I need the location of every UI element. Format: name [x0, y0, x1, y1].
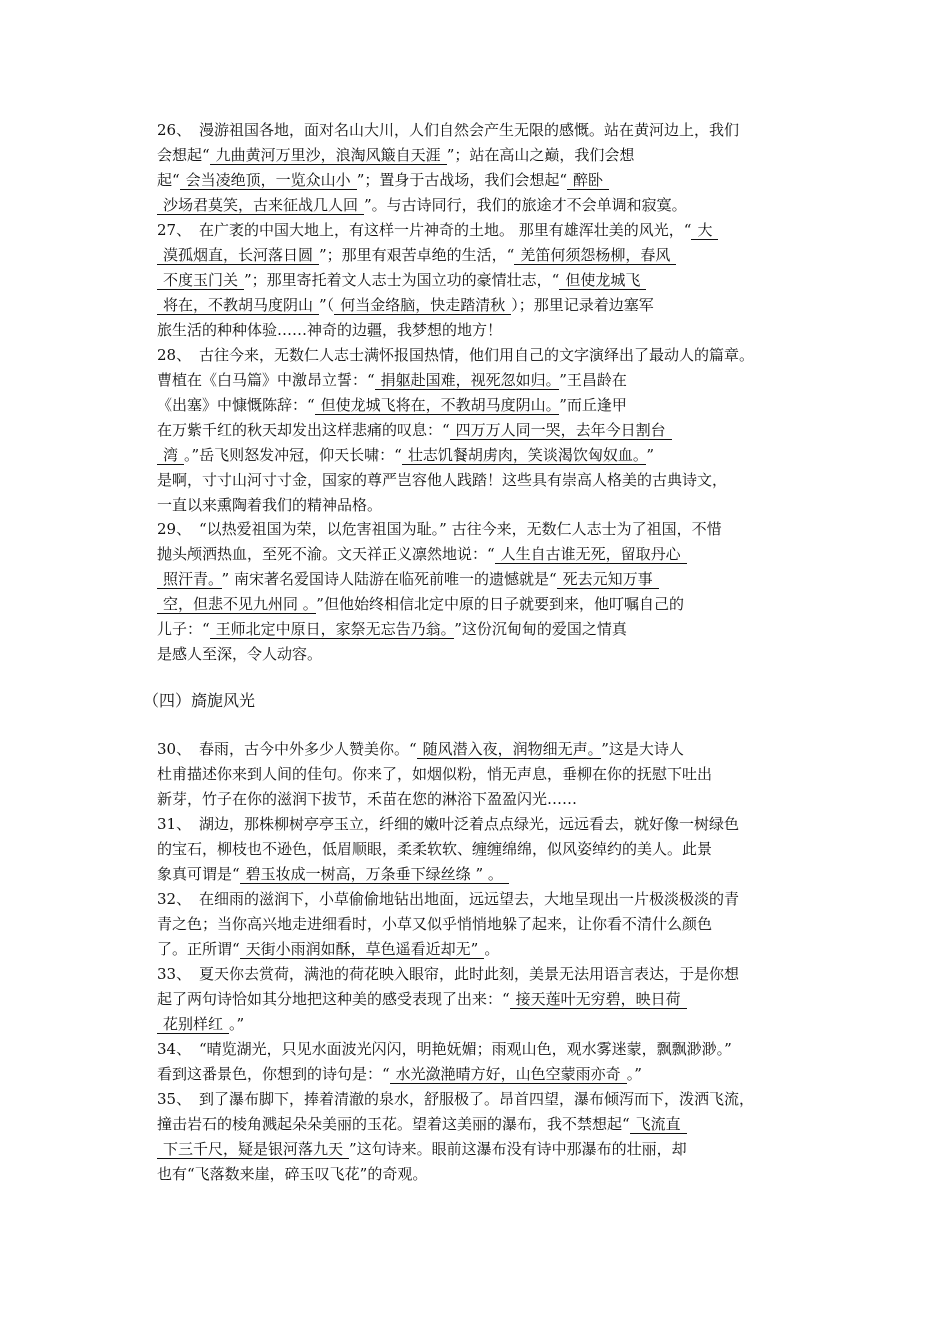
question-item: [157, 887, 812, 962]
answer-blank: 醉卧: [567, 171, 609, 190]
prompt-text: 起了两句诗恰如其分地把这种美的感受表现了出来：“: [157, 990, 510, 1008]
text-line: [157, 1012, 812, 1037]
text-line: [157, 443, 812, 468]
prompt-text: ”；站在高山之巅，我们会想: [446, 146, 635, 164]
text-line: [157, 937, 812, 962]
prompt-text: 的宝石，柳枝也不逊色，低眉顺眼，柔柔软软、缠缠绵绵，似风姿绰约的美人。此景: [157, 840, 713, 858]
prompt-text: 起“: [157, 171, 180, 189]
prompt-text: ）；那里记录着边塞军: [511, 296, 654, 314]
answer-blank: 花别样红: [157, 1015, 229, 1034]
prompt-text: 了。正所谓“: [157, 940, 240, 958]
question-item: [157, 737, 812, 812]
question-item: [157, 343, 812, 518]
prompt-text: 撞击岩石的棱角溅起朵朵美丽的玉花。望着这美丽的瀑布，我不禁想起“: [157, 1115, 630, 1133]
text-line: [157, 617, 812, 642]
prompt-text: 夏天你去赏荷，满池的荷花映入眼帘，此时此刻，美景无法用语言表达，于是你想: [199, 965, 740, 983]
answer-blank: 羌笛何须怨杨柳，春风: [514, 246, 676, 265]
prompt-text: ”（: [319, 296, 335, 314]
answer-blank: 九曲黄河万里沙，浪淘风簸自天涯: [210, 146, 447, 165]
prompt-text: 也有“飞落数来崖，碎玉叹飞花”的奇观。: [157, 1165, 428, 1183]
prompt-text: 。: [484, 940, 500, 958]
question-item: [157, 118, 812, 218]
question-item: [157, 1087, 812, 1187]
question-number: 28、: [157, 346, 192, 364]
answer-blank: 照汗青。: [157, 570, 222, 589]
text-line: [157, 418, 812, 443]
answer-blank: 接天莲叶无穷碧，映日荷: [510, 990, 687, 1009]
prompt-text: 会想起“: [157, 146, 210, 164]
text-line: [157, 1062, 812, 1087]
text-line: [157, 567, 812, 592]
prompt-text: 湖边，那株柳树亭亭玉立，纤细的嫩叶泛着点点绿光，远远看去，就好像一树绿色: [199, 815, 740, 833]
answer-blank: 飞流直: [630, 1115, 687, 1134]
text-line: [157, 642, 812, 667]
prompt-text: ”；那里寄托着文人志士为国立功的豪情壮志，“: [244, 271, 560, 289]
prompt-text: 到了瀑布脚下，捧着清澈的泉水，舒服极了。昂首四望，瀑布倾泻而下，泼洒飞流，: [199, 1090, 755, 1108]
text-line: [199, 962, 812, 987]
text-line: [157, 243, 812, 268]
prompt-text: ”。与古诗同行，我们的旅途才不会单调和寂寞。: [364, 196, 687, 214]
answer-blank: 人生自古谁无死，留取丹心: [495, 545, 687, 564]
question-item: [157, 962, 812, 1037]
prompt-text: 春雨，古今中外多少人赞美你。“: [199, 740, 417, 758]
text-line: [199, 812, 812, 837]
prompt-text: ”；置身于古战场，我们会想起“: [356, 171, 568, 189]
answer-blank: 壮志饥餐胡虏肉，笑谈渴饮匈奴血。: [402, 446, 647, 465]
text-line: [157, 193, 812, 218]
prompt-text: 是感人至深，令人动容。: [157, 645, 323, 663]
answer-blank: 但使龙城飞: [559, 271, 646, 290]
prompt-text: ”这句诗来。眼前这瀑布没有诗中那瀑布的壮丽，却: [349, 1140, 687, 1158]
prompt-text: 在万紫千红的秋天却发出这样悲痛的叹息：“: [157, 421, 450, 439]
prompt-text: ”而丘逢甲: [559, 396, 627, 414]
answer-blank: 不度玉门关: [157, 271, 244, 290]
text-line: [157, 293, 812, 318]
question-item: [157, 517, 812, 667]
question-number: 30、: [157, 740, 192, 758]
prompt-text: 旅生活的种种体验……神奇的边疆，我梦想的地方！: [157, 321, 503, 339]
prompt-text: 漫游祖国各地，面对名山大川，人们自然会产生无限的感慨。站在黄河边上，我们: [199, 121, 740, 139]
text-line: [157, 143, 812, 168]
text-line: [199, 118, 812, 143]
text-line: [157, 168, 812, 193]
text-line: [157, 393, 812, 418]
text-line: [157, 542, 812, 567]
prompt-text: 。”: [229, 1015, 245, 1033]
question-number: 27、: [157, 221, 192, 239]
answer-blank: 水光潋滟晴方好，山色空蒙雨亦奇: [390, 1065, 627, 1084]
answer-blank: 但使龙城飞将在，不教胡马度阴山。: [315, 396, 560, 415]
text-line: [157, 368, 812, 393]
answer-blank: 天街小雨润如酥，草色遥看近却无”: [240, 940, 485, 959]
question-number: 34、: [157, 1040, 192, 1058]
answer-blank: 随风潜入夜，润物细无声。: [417, 740, 602, 759]
prompt-text: 。”岳飞则怒发冲冠，仰天长啸：“: [184, 446, 402, 464]
text-line: [199, 1037, 812, 1062]
text-line: [157, 268, 812, 293]
prompt-text: 新芽，竹子在你的滋润下拔节，禾苗在您的淋浴下盈盈闪光……: [157, 790, 578, 808]
question-number: 29、: [157, 520, 192, 538]
question-number: 31、: [157, 815, 192, 833]
text-line: [157, 912, 812, 937]
answer-blank: 空，但悲不见九州同 。: [157, 595, 316, 614]
answer-blank: 王师北定中原日，家祭无忘告乃翁。: [210, 620, 455, 639]
prompt-text: ”: [646, 446, 655, 464]
answer-blank: 漠孤烟直，长河落日圆: [157, 246, 319, 265]
question-number: 35、: [157, 1090, 192, 1108]
prompt-text: ”；那里有艰苦卓绝的生活，“: [319, 246, 515, 264]
prompt-text: ”这份沉甸甸的爱国之情真: [454, 620, 627, 638]
prompt-text: 儿子：“: [157, 620, 210, 638]
question-item: [157, 1037, 812, 1087]
answer-blank: 何当金络脑，快走踏清秋: [334, 296, 511, 315]
answer-blank: 死去元知万事: [557, 570, 659, 589]
question-item: [157, 218, 812, 343]
text-line: [157, 762, 812, 787]
answer-blank: 湾: [157, 446, 184, 465]
answer-blank: 四万万人同一哭，去年今日割台: [450, 421, 672, 440]
prompt-text: ”王昌龄在: [559, 371, 627, 389]
prompt-text: “以热爱祖国为荣，以危害祖国为耻。” 古往今来，无数仁人志士为了祖国，不惜: [199, 520, 722, 538]
prompt-text: 青之色；当你高兴地走进细看时，小草又似乎悄悄地躲了起来，让你看不清什么颜色: [157, 915, 713, 933]
text-line: [157, 318, 812, 343]
prompt-text: 是啊，寸寸山河寸寸金，国家的尊严岂容他人践踏！这些具有崇高人格美的古典诗文，: [157, 471, 728, 489]
prompt-text: 古往今来，无数仁人志士满怀报国热情，他们用自己的文字演绎出了最动人的篇章。: [199, 346, 755, 364]
prompt-text: 象真可谓是“: [157, 865, 240, 883]
prompt-text: 抛头颅洒热血，至死不渝。文天祥正义凛然地说：“: [157, 545, 495, 563]
prompt-text: 一直以来熏陶着我们的精神品格。: [157, 496, 383, 514]
prompt-text: 《出塞》中慷慨陈辞：“: [157, 396, 315, 414]
answer-blank: 下三千尺，疑是银河落九天: [157, 1140, 349, 1159]
text-line: [199, 517, 812, 542]
prompt-text: 。”: [626, 1065, 642, 1083]
question-number: 33、: [157, 965, 192, 983]
question-number: 26、: [157, 121, 192, 139]
section-heading: （四）旖旎风光: [143, 691, 256, 710]
question-item: [157, 812, 812, 887]
text-line: [199, 343, 812, 368]
prompt-text: ”但他始终相信北定中原的日子就要到来，他叮嘱自己的: [316, 595, 684, 613]
text-line: [199, 737, 812, 762]
answer-blank: 沙场君莫笑，古来征战几人回: [157, 196, 364, 215]
prompt-text: 看到这番景色，你想到的诗句是：“: [157, 1065, 390, 1083]
prompt-text: ” 南宋著名爱国诗人陆游在临死前唯一的遗憾就是“: [221, 570, 557, 588]
text-line: [157, 862, 812, 887]
text-line: [157, 987, 812, 1012]
text-line: [157, 592, 812, 617]
prompt-text: ”这是大诗人: [601, 740, 684, 758]
text-line: [157, 837, 812, 862]
text-line: [157, 787, 812, 812]
text-line: [199, 218, 812, 243]
text-line: [199, 887, 812, 912]
answer-blank: 捐躯赴国难，视死忽如归。: [375, 371, 560, 390]
answer-blank: 大: [691, 221, 718, 240]
text-line: [157, 493, 812, 518]
prompt-text: 曹植在《白马篇》中激昂立誓：“: [157, 371, 375, 389]
text-line: [157, 1162, 812, 1187]
prompt-text: 在细雨的滋润下，小草偷偷地钻出地面，远远望去，大地呈现出一片极淡极淡的青: [199, 890, 740, 908]
text-line: [157, 468, 812, 493]
prompt-text: “晴览湖光，只见水面波光闪闪，明艳妩媚；雨观山色，观水雾迷蒙，飘飘渺渺。”: [199, 1040, 732, 1058]
text-line: [199, 1087, 812, 1112]
question-number: 32、: [157, 890, 192, 908]
answer-blank: 会当凌绝顶，一览众山小: [180, 171, 357, 190]
prompt-text: 杜甫描述你来到人间的佳句。你来了，如烟似粉，悄无声息，垂柳在你的抚慰下吐出: [157, 765, 713, 783]
text-line: [157, 1137, 812, 1162]
text-line: [157, 1112, 812, 1137]
prompt-text: 在广袤的中国大地上，有这样一片神奇的土地。 那里有雄浑壮美的风光，“: [199, 221, 692, 239]
answer-blank: 将在，不教胡马度阴山: [157, 296, 319, 315]
answer-blank: 碧玉妆成一树高，万条垂下绿丝绦 ” 。: [240, 865, 509, 884]
